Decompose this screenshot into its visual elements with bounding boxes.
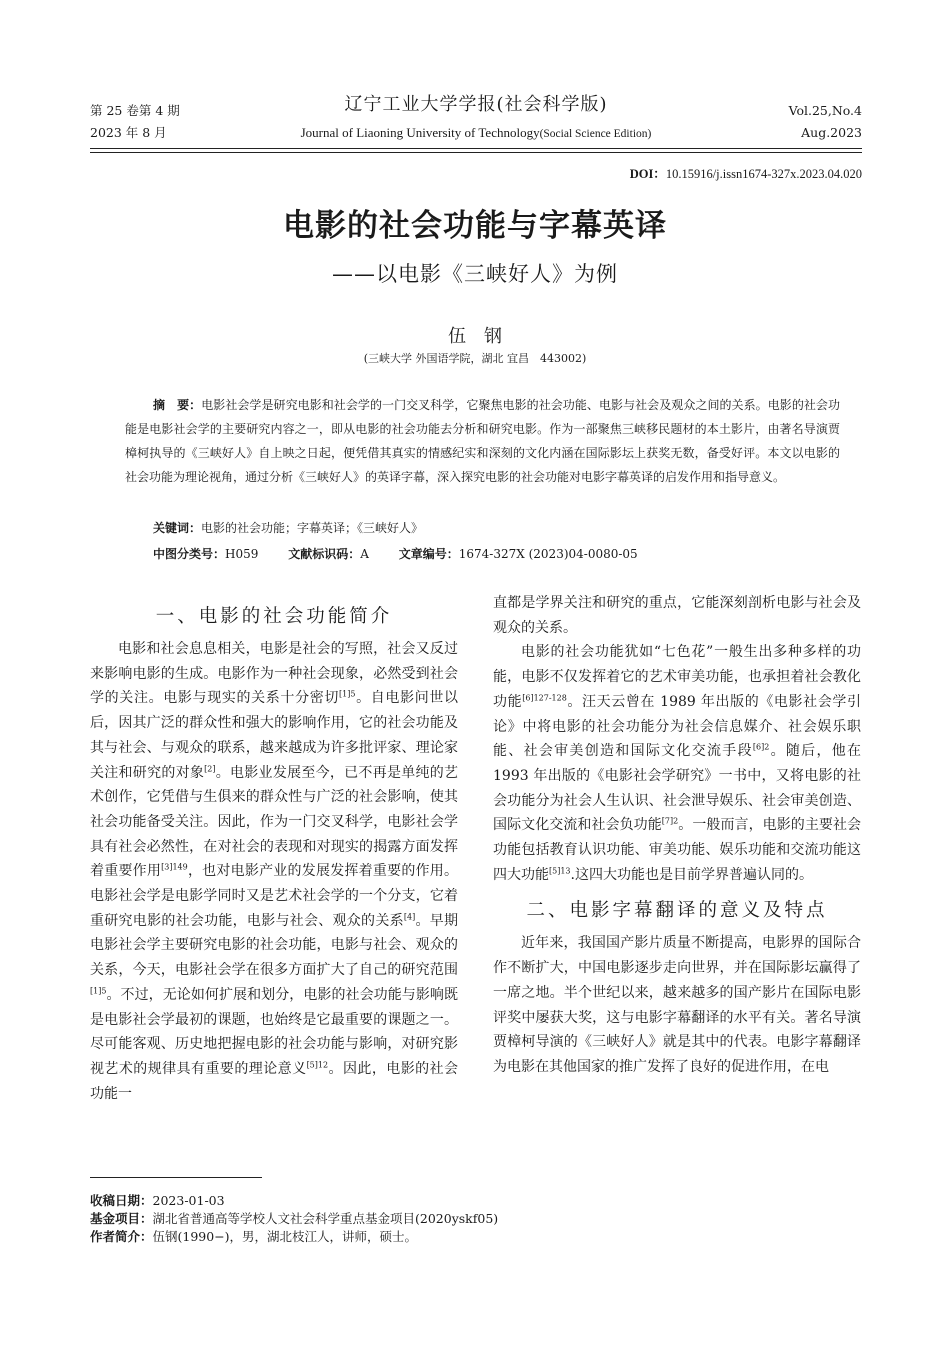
keywords-label: 关键词： <box>153 521 202 535</box>
date-en: Aug.2023 <box>801 125 862 140</box>
author-affiliation: (三峡大学 外国语学院，湖北 宜昌 443002) <box>363 352 587 365</box>
section-heading-2: 二、电影字幕翻译的意义及特点 <box>526 900 828 922</box>
journal-title-en-main: Journal of Liaoning University of Technology <box>300 125 540 140</box>
body-column-left <box>90 601 458 1106</box>
fund-text: 湖北省普通高等学校人文社会科学重点基金项目(2020yskf05) <box>152 1211 499 1226</box>
body-column-right <box>493 591 861 1080</box>
classification <box>153 544 664 564</box>
author-bio-text: 伍钢(1990−)，男，湖北枝江人，讲师，硕士。 <box>152 1229 418 1244</box>
doi <box>630 164 862 182</box>
author-bio-label: 作者简介： <box>90 1229 153 1244</box>
doi-value: 10.15916/j.issn1674-327x.2023.04.020 <box>665 167 862 181</box>
received-label: 收稿日期： <box>90 1193 153 1208</box>
journal-title-cn: 辽宁工业大学学报(社会科学版) <box>344 94 608 115</box>
citation: [6]2 <box>752 742 770 752</box>
paragraph: 近年来，我国国产影片质量不断提高，电影界的国际合作不断扩大，中国电影逐步走向世界，并在国际影坛赢得了一席之地。半个世纪以来，越来越多的国产影片在国际电影评奖中屡获大奖，这与电影字幕翻译的水平有关。著名导演贾樟柯导演的《三峡好人》就是其中的代表。电影字幕翻译为电影在其他国家的推广发挥了良好的促进作用，在电 <box>493 935 861 1075</box>
article-title: 电影的社会功能与字幕英译 <box>283 208 667 244</box>
section-heading-1: 一、电影的社会功能简介 <box>155 606 393 627</box>
volume-issue-en: Vol.25,No.4 <box>788 103 862 118</box>
clc-value: H059 <box>225 547 259 561</box>
citation: [3]149 <box>161 862 188 872</box>
doc-code-label: 文献标识码： <box>288 547 361 561</box>
article-number-label: 文章编号： <box>398 547 459 561</box>
journal-title-en <box>90 125 862 142</box>
received-date: 2023-01-03 <box>152 1193 225 1208</box>
footnote-author <box>90 1228 850 1246</box>
article-number-value: 1674-327X (2023)04-0080-05 <box>458 547 638 561</box>
citation: [5]13 <box>549 866 571 876</box>
doc-code-value: A <box>360 547 369 561</box>
citation: [4] <box>403 912 416 922</box>
paragraph: 直都是学界关注和研究的重点，它能深刻剖析电影与社会及观众的关系。 <box>493 595 861 636</box>
footnote-fund <box>90 1210 850 1228</box>
clc-label: 中图分类号： <box>153 547 226 561</box>
running-header-bottom <box>90 125 862 143</box>
volume-issue-cn: 第 25 卷第 4 期 <box>90 103 180 118</box>
date-cn: 2023 年 8 月 <box>90 125 167 140</box>
header-rule-thick <box>90 148 862 149</box>
footnote-rule <box>90 1177 262 1178</box>
author-name: 伍钢 <box>448 326 520 347</box>
header-rule-thin <box>90 152 862 153</box>
abstract <box>125 393 840 489</box>
citation: [6]127-128 <box>522 693 567 703</box>
citation: [1]5 <box>90 986 107 996</box>
paragraph: 电影和社会息息相关，电影是社会的写照，社会又反过来影响电影的生成。电影作为一种社会现象，必然受到社会学的关注。电影与现实的关系十分密切$^{[1]5}$。自电影问世以后，因其广泛的群众性和强大的影响作用，它的社会功能及其与社会、与观众的联系，越来越成为许多批评家、理论家关注和研究的对象[2]。电影业发展至今，已不再是单纯的艺术创作，它凭借与生俱来的群众性与广泛的社会影响，使其社会功能备受关注。因此，作为一门交叉科学，电影社会学具有社会必然性，在对社会的表现和对现实的揭露方面发挥着重要作用$^{[3]149}$，也对电影产业的发展发挥着重要的作用。电影社会学是电影学同时又是艺术社会学的一个分支，它着重研究电影的社会功能，电影与社会、观众的关系[4]。早期电影社会学主要研究电影的社会功能，电影与社会、观众的关系，今天，电影社会学在很多方面扩大了自己的研究范围$^{[1]5}$。不过，无论如何扩展和划分，电影的社会功能与影响既是电影社会学最初的课题，也始终是它最重要的课题之一。尽可能客观、历史地把握电影的社会功能与影响，对研究影视艺术的规律具有重要的理论意义$^{[5]12}$。因此，电影的社会功能一 <box>90 641 459 1102</box>
article-subtitle: ——以电影《三峡好人》为例 <box>332 262 618 286</box>
citation: [7]2 <box>661 816 679 826</box>
citation: [1]5 <box>339 689 356 699</box>
journal-title-en-sub: (Social Science Edition) <box>539 128 652 140</box>
paragraph: 电影的社会功能犹如“七色花”一般生出多种多样的功能，电影不仅发挥着它的艺术审美功能，也承担着社会教化功能$^{[6]127-128}$。汪天云曾在 1989 年出版的《电影社会学引论》中将电影的社会功能分为社会信息媒介、社会娱乐职能、社会审美创造和国际文化交流手段$^{[6]2}$。随后，他在 1993 年出版的《电影社会学研究》一书中，又将电影的社会功能分为社会人生认识、社会泄导娱乐、社会审美创造、国际文化交流和社会负功能$^{[7]2}$。一般而言，电影的主要社会功能包括教育认识功能、审美功能、娱乐功能和交流功能这四大功能$^{[5]13}$.这四大功能也是目前学界普遍认同的。 <box>493 644 862 883</box>
abstract-label: 摘 要： <box>153 398 202 412</box>
running-header-top <box>90 94 862 121</box>
citation: [5]12 <box>306 1060 329 1070</box>
abstract-text: 电影社会学是研究电影和社会学的一门交叉科学，它聚焦电影的社会功能、电影与社会及观众之间的关系。电影的社会功能是电影社会学的主要研究内容之一，即从电影的社会功能去分析和研究电影。作为一部聚焦三峡移民题材的本土影片，由著名导演贾樟柯执导的《三峡好人》自上映之日起，便凭借其真实的情感纪实和深刻的文化内涵在国际影坛上获奖无数，备受好评。本文以电影的社会功能为理论视角，通过分析《三峡好人》的英译字幕，深入探究电影的社会功能对电影字幕英译的启发作用和指导意义。 <box>125 398 840 484</box>
fund-label: 基金项目： <box>90 1211 153 1226</box>
keywords <box>153 518 423 538</box>
doi-label: DOI： <box>629 167 666 181</box>
citation: [2] <box>204 763 216 773</box>
footnote-received <box>90 1192 850 1210</box>
keywords-text: 电影的社会功能；字幕英译；《三峡好人》 <box>201 521 424 535</box>
